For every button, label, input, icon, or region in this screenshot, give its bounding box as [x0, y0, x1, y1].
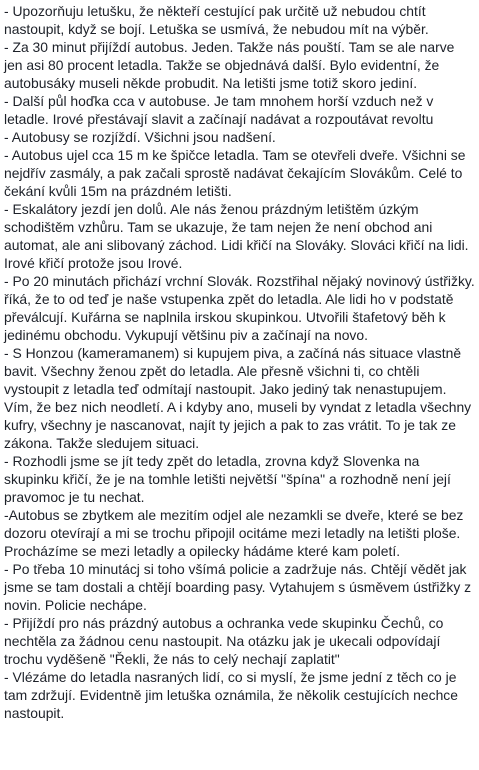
post-paragraph: - Autobusy se rozjíždí. Všichni jsou nadšení.: [4, 129, 276, 145]
post-paragraph: - Přijíždí pro nás prázdný autobus a ochranka vede skupinku Čechů, co nechtěla za žádnou cenu nastoupit. Na otázku jak je ukecali odpovídají trochu vyděšeně "Řekli, že nás to celý nechají zaplatit": [4, 615, 444, 667]
post-paragraph: - Další půl hoďka cca v autobuse. Je tam mnohem horší vzduch než v letadle. Irové přestávají slavit a začínají nadávat a rozpoutávat revoltu: [4, 93, 434, 127]
post-paragraph: - Po třeba 10 minutácj si toho všímá policie a zadržuje nás. Chtějí vědět jak jsme se tam dostali a chtějí boarding pasy. Vytahujem s úsměvem ústřižky z novin. Policie nechápe.: [4, 561, 472, 613]
post-paragraph: - Po 20 minutách přichází vrchní Slovák. Rozstřihal nějaký novinový ústřižky. říká, že to od teď je naše vstupenka zpět do letadla. Ale lidi ho v podstatě převálcují. Kuřárna se naplnila irskou skupinkou. Utvořili štafetový běh k jedinému obchodu. Vykupují většinu piv a začínají na novo.: [4, 273, 475, 343]
post-paragraph: -Autobus se zbytkem ale mezitím odjel ale nezamkli se dveře, které se bez dozoru otevírají a mi se trochu připojil ocitáme mezi letadly na letišti ploše. Procházíme se mezi letadly a opilecky hádáme které kam poletí.: [4, 507, 464, 559]
post-paragraph: - Rozhodli jsme se jít tedy zpět do letadla, zrovna když Slovenka na skupinku křičí, že je na tomhle letišti největší "špína" a rozhodně není její pravomoc je tu nechat.: [4, 453, 451, 505]
post-paragraph: - Vlézáme do letadla nasraných lidí, co si myslí, že jsme jední z těch co je tam zdržují. Evidentně jim letuška oznámila, že několik cestujících nechce nastoupit.: [4, 669, 458, 721]
post-paragraph: - Autobus ujel cca 15 m ke špičce letadla. Tam se otevřeli dveře. Všichni se nejdřív zasmály, a pak začali sprostě nadávat čekajícím Slovákům. Celé to čekání kvůli 15m na prázdném letišti.: [4, 147, 466, 199]
post-paragraph: - Eskalátory jezdí jen dolů. Ale nás ženou prázdným letištěm úzkým schodištěm vzhůru. Tam se ukazuje, že tam nejen že není obchod ani automat, ale ani slibovaný záchod. Lidi křičí na Slováky. Slováci křičí na lidi. Irové křičí protože jsou Irové.: [4, 201, 469, 271]
post-paragraph: - Upozorňuju letušku, že někteří cestující pak určitě už nebudou chtít nastoupit, když se bojí. Letuška se usmívá, že nebudou mít na výběr.: [4, 3, 429, 37]
post-paragraph: - S Honzou (kameramanem) si kupujem piva, a začíná nás situace vlastně bavit. Všechny ženou zpět do letadla. Ale přesně všichni ti, co chtěli vystoupit z letadla teď odmítají nastoupit. Jako jediný tak nenastupujem. Vím, že bez nich neodletí. A i kdyby ano, museli by vyndat z letadla všechny kufry, všechny je nascanovat, najít ty jejich a pak to zas vrátit. To je tak ze zákona. Takže sledujem situaci.: [4, 345, 472, 451]
post-paragraph: - Za 30 minut přijíždí autobus. Jeden. Takže nás pouští. Tam se ale narve jen asi 80 procent letadla. Takže se objednává další. Bylo evidentní, že autobusáky museli někde probudit. Na letišti jsme totiž skoro jediní.: [4, 39, 455, 91]
